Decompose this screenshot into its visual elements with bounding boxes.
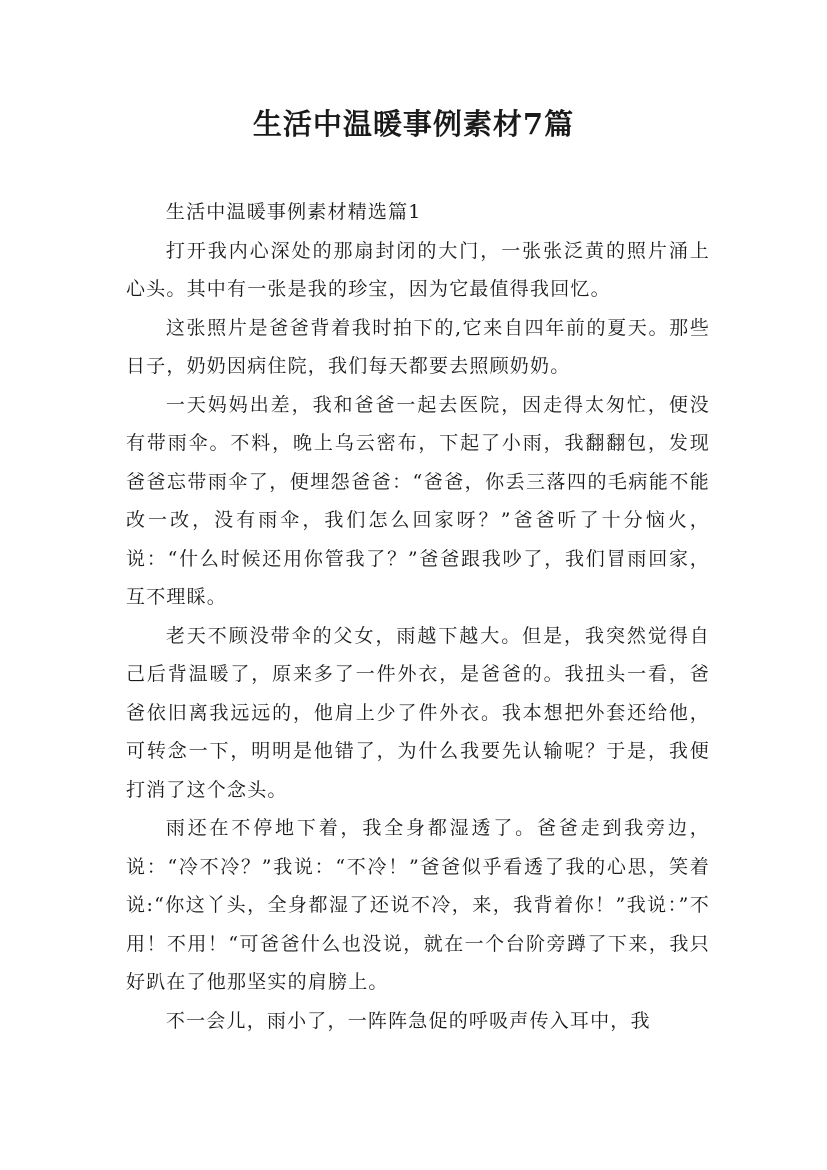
paragraph-3: 一天妈妈出差，我和爸爸一起去医院，因走得太匆忙，便没有带雨伞。不料，晚上乌云密布，下起了小雨，我翻翻包，发现爸爸忘带雨伞了，便埋怨爸爸：“爸爸，你丢三落四的毛病能不能改一改，没有雨伞，我们怎么回家呀？”爸爸听了十分恼火，说：“什么时候还用你管我了？”爸爸跟我吵了，我们冒雨回家，互不理睬。	[126, 393, 710, 608]
paragraph-5: 雨还在不停地下着，我全身都湿透了。爸爸走到我旁边，说：“冷不冷？”我说：“不冷！”爸爸似乎看透了我的心思，笑着说:“你这丫头，全身都湿了还说不冷，来，我背着你！”我说：”不用！不用！“可爸爸什么也没说，就在一个台阶旁蹲了下来，我只好趴在了他那坚实的肩膀上。	[126, 817, 710, 993]
document-body	[126, 193, 710, 1040]
section-heading: 生活中温暖事例素材精选篇1	[165, 201, 422, 223]
paragraph-1: 打开我内心深处的那扇封闭的大门，一张张泛黄的照片涌上心头。其中有一张是我的珍宝，因为它最值得我回忆。	[126, 239, 710, 300]
paragraph-6: 不一会儿，雨小了，一阵阵急促的呼吸声传入耳中，我	[165, 1009, 651, 1032]
document-title: 生活中温暖事例素材7篇	[252, 107, 575, 141]
paragraph-4: 老天不顾没带伞的父女，雨越下越大。但是，我突然觉得自己后背温暖了，原来多了一件外衣，是爸爸的。我扭头一看，爸爸依旧离我远远的，他肩上少了件外衣。我本想把外套还给他，可转念一下，明明是他错了，为什么我要先认输呢？于是，我便打消了这个念头。	[126, 624, 710, 801]
paragraph-2: 这张照片是爸爸背着我时拍下的,它来自四年前的夏天。那些日子，奶奶因病住院，我们每天都要去照顾奶奶。	[126, 316, 710, 377]
